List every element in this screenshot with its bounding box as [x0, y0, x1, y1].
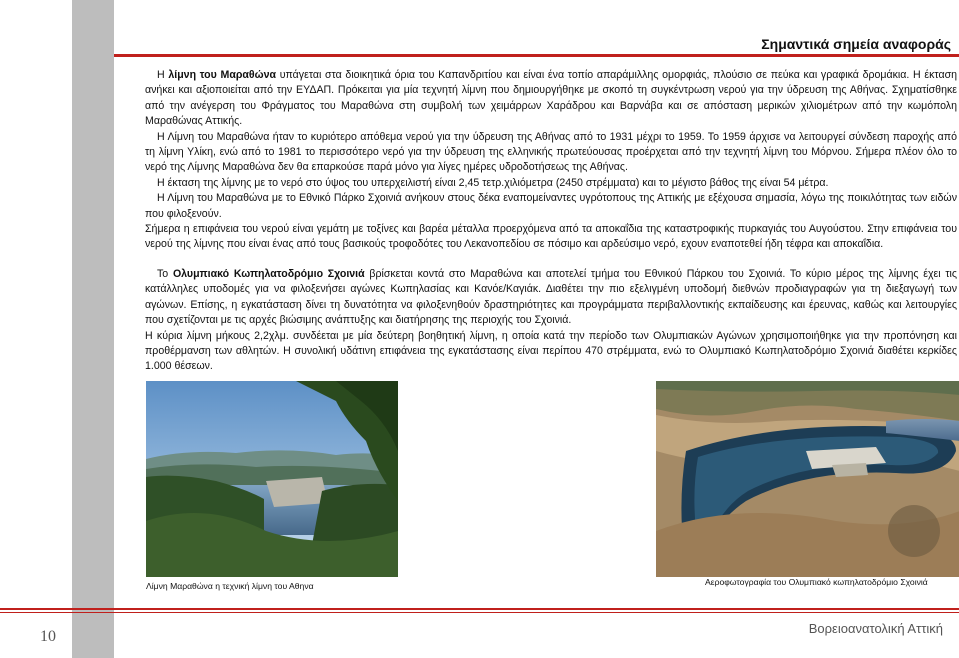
paragraph-rest: υπάγεται στα διοικητικά όρια του Καπανδριτίου και είναι ένα τοπίο απαράμιλλης ομορφιάς, πλούσιο σε πεύκα και γραφικά δρομάκια. Η έκταση ανήκει και αξιοποιείται από την ΕΥΔΑΠ. Πρόκειται για μία τεχνητή λίμνη που δημιουργήθηκε με σκοπό τη συγκέντρωση νερού για την ύδρευση της Αθήνας. Σχηματίσθηκε από την ανέγερση του Φράγματος του Μαραθώνα στη συμβολή των χειμάρρων Χαράδρου και Βαρνάβα και σε απόσταση μερικών χιλιομέτρων από την κωμόπολη Μαραθώνας Αττικής.: [145, 69, 958, 128]
paragraph-rowing-centre: [145, 267, 957, 329]
footer-region: Βορειοανατολική Αττική: [808, 621, 943, 636]
paragraph-lake-area: Η έκταση της λίμνης με το νερό στο ύψος του υπερχειλιστή είναι 2,45 τετρ.χιλιόμετρα (2450 στρέμματα) και το μέγιστο βάθος της είναι 54 μέτρα.: [157, 176, 829, 189]
highlight-rowing-centre: Ολυμπιακό Κωπηλατοδρόμιο Σχοινιά: [172, 267, 365, 280]
header-divider: [114, 54, 959, 57]
caption-rowing-centre: Αεροφωτογραφία του Ολυμπιακό κωπηλατοδρόμιο Σχοινιά: [705, 577, 928, 587]
paragraph-water-history: Η Λίμνη του Μαραθώνα ήταν το κυριότερο απόθεμα νερού για την ύδρευση της Αθήνας από το 1931 μέχρι το 1959. Το 1959 άρχισε να λειτουργεί σύνδεση παροχής από τη λίμνη Υλίκη, ενώ από το 1981 το περισσότερο νερό για την ύδρευση της ελληνικής πρωτεύουσας προέρχεται από την τεχνητή λίμνη του Μόρνου. Σήμερα πλέον όλο το νερό της Λίμνης Μαραθώνα δεν θα επαρκούσε παρά μόνο για λίγες ημέρες υδροδοτήσεως της Αθήνας.: [145, 130, 957, 174]
page-number: 10: [40, 628, 56, 645]
paragraph-rest: βρίσκεται κοντά στο Μαραθώνα και αποτελεί τμήμα του Εθνικού Πάρκου του Σχοινιά. Το κύριο μέρος της λίμνης έχει τις κατάλληλες υποδομές για να φιλοξενήσει αγώνες Κωπηλασίας και Κανόε/Καγιάκ. Διαθέτει την πιο εξελιγμένη υποδομή διεθνών προδιαγραφών για τη διεξαγωγή των αγώνων. Επίσης, η εγκατάσταση δίνει τη δυνατότητα να φιλοξενηθούν δραστηριότητες και προγράμματα περιβαλλοντικής εκπαίδευσης και έρευνας, καθώς και λειτουργίες που σχετίζονται με τις αρχές βιώσιμης ανάπτυξης και διατήρησης της περιοχής του Σχοινιά.: [145, 267, 957, 327]
caption-marathon-lake: Λίμνη Μαραθώνα η τεχνική λίμνη του Αθηνα: [146, 581, 314, 591]
body-text: [145, 68, 957, 375]
highlight-marathon-lake: λίμνη του Μαραθώνα: [168, 69, 277, 81]
footer-divider: [0, 608, 959, 610]
paragraph-lead: Η: [157, 69, 169, 81]
paragraph-pollution: Σήμερα η επιφάνεια του νερού είναι γεμάτη με τοξίνες και βαρέα μέταλλα προερχόμενα από τα αποκαΐδια της καταστροφικής πυρκαγιάς του Αυγούστου. Στην επιφάνεια του νερού της λίμνης που είναι ένας από τους βασικούς τροφοδότες του Λεκανοπεδίου σε πόσιμο και αρδεύσιμο νερό, εχουν εναποτεθεί ήδη τέφρα και αποκαΐδια.: [145, 223, 957, 251]
photo-marathon-lake: [146, 381, 398, 577]
paragraph-wetlands: Η Λίμνη του Μαραθώνα με το Εθνικό Πάρκο Σχοινιά ανήκουν στους δέκα εναπομείναντες υγρότοπους της Αττικής με εξέχουσα σημασία, λόγω της ποικιλότητας των ειδών που φιλοξενούν.: [145, 192, 957, 220]
paragraph-marathon-lake: [145, 68, 957, 130]
photo-rowing-centre-aerial: [656, 381, 959, 577]
paragraph-lead: Το: [157, 267, 173, 280]
side-bar: [72, 0, 114, 658]
page-title: Σημαντικά σημεία αναφοράς: [761, 36, 951, 52]
paragraph-rowing-lake-details: Η κύρια λίμνη μήκους 2,2χλμ. συνδέεται με μία δεύτερη βοηθητική λίμνη, η οποία κατά την περίοδο των Ολυμπιακών Αγώνων χρησιμοποιήθηκε για την προπόνηση και προθέρμανση των αθλητών. Η συνολική υδάτινη επιφάνεια της εγκατάστασης είναι περίπου 470 στρέμματα, ενώ το Ολυμπιακό Κωπηλατοδρόμιο Σχοινιά διαθέτει κερκίδες 1.000 θέσεων.: [145, 329, 957, 373]
footer-divider-thin: [0, 612, 959, 613]
